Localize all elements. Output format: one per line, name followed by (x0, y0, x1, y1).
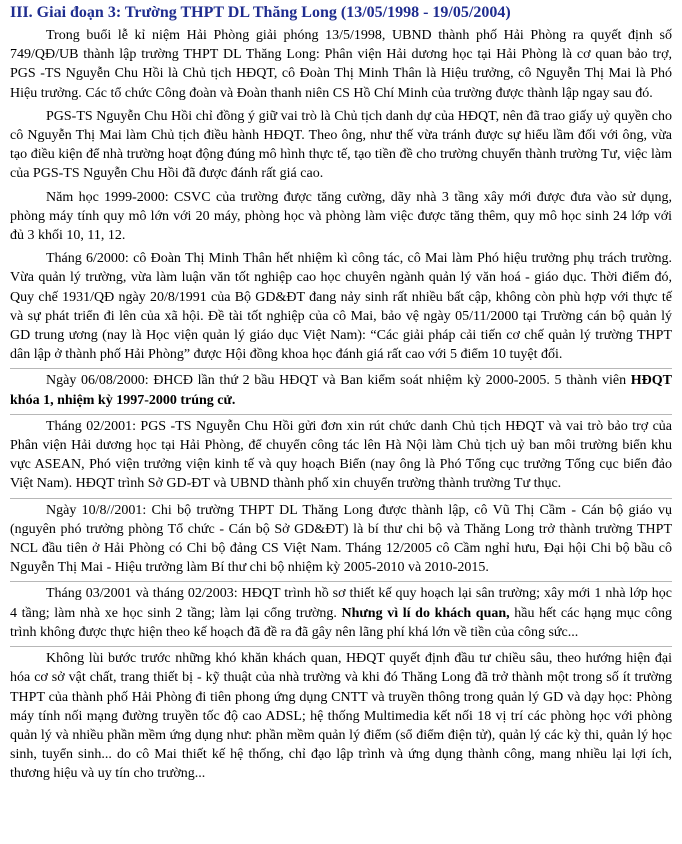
paragraph-text: PGS-TS Nguyễn Chu Hồi chỉ đồng ý giữ vai trò là Chủ tịch danh dự của HĐQT, nên đã trao giấy uỷ quyền cho cô Nguyễn Thị Mai làm Chủ tịch điều hành HĐQT. Theo ông, như thế vừa tránh được sự hiểu lầm đối với ông, vừa tạo điều kiện để nhà trường hoạt động đúng mô hình thực tế, tạo tiền đề cho trường chuyển thành trường Tư, việc làm của PGS-TS Nguyễn Chu Hồi đã được đánh rất giá cao. (10, 108, 672, 182)
paragraph-1 (10, 26, 672, 103)
paragraph-text: Trong buổi lễ kỉ niệm Hải Phòng giải phóng 13/5/1998, UBND thành phố Hải Phòng ra quyết định số 749/QĐ/UB thành lập trường THPT DL Thăng Long: Phân viện Hải dương học tại Hải Phòng là cơ quan bảo trợ, PGS -TS Nguyễn Chu Hồi là Chủ tịch HĐQT, cô Đoàn Thị Minh Thân là Hiệu trưởng, cô Nguyễn Thị Mai là Phó Hiệu trưởng. Các tổ chức Công đoàn và Đoàn thanh niên CS Hồ Chí Minh của trường được thành lập ngay sau đó. (10, 28, 672, 101)
paragraph-text: Tháng 02/2001: PGS -TS Nguyễn Chu Hồi gửi đơn xin rút chức danh Chủ tịch HĐQT và vai trò bảo trợ của Phân viện Hải dương học tại Hải Phòng, để chuyển công tác lên Hà Nội làm Chủ tịch uỷ ban môi trường biển khu vực ASEAN, Phó viện trưởng viện kinh tế và quy hoạch Biển (nay ông là Phó Tổng cục trưởng Tổng cục biển đảo Việt Nam). HĐQT trình Sở GD-ĐT và UBND thành phố xin chuyển trường thành trường Tư thục. (10, 418, 672, 492)
paragraph-text: Năm học 1999-2000: CSVC của trường được tăng cường, dãy nhà 3 tầng xây mới được đưa vào sử dụng, phòng máy tính quy mô lớn với 20 máy, phòng học và phòng làm việc được tăng thêm, quy mô học sinh 24 lớp với đủ 3 khối 10, 11, 12. (10, 189, 672, 244)
paragraph-4 (10, 249, 672, 364)
paragraph-9 (10, 646, 672, 783)
paragraph-text: Ngày 10/8//2001: Chi bộ trường THPT DL Thăng Long được thành lập, cô Vũ Thị Cầm - Cán bộ giáo vụ (nguyên phó trưởng phòng Tổ chức - Cán bộ Sở GD&ĐT) là bí thư chi bộ và Thăng Long trở thành trường THPT NCL đầu tiên ở Hải Phòng có Chi bộ đảng CS Việt Nam. Tháng 12/2005 cô Cầm nghỉ hưu, Đại hội Chi bộ bầu cô Nguyễn Thị Mai - Hiệu trưởng làm Bí thư chi bộ nhiệm kỳ 2005-2010 và 2010-2015. (10, 502, 672, 576)
paragraph-text: Tháng 03/2001 và tháng 02/2003: HĐQT trình hồ sơ thiết kế quy hoạch lại sân trường; xây mới 1 nhà lớp học 4 tầng; làm nhà xe học sinh 2 tầng; làm lại cổng trường. (10, 586, 672, 621)
paragraph-2 (10, 107, 672, 184)
paragraph-8 (10, 581, 672, 642)
paragraph-text-after: hầu hết các hạng mục công trình không được thực hiện theo kế hoạch đã đề ra đã gây nên lãng phí khá lớn về tiền của công sức... (10, 605, 672, 640)
section-heading: III. Giai đoạn 3: Trường THPT DL Thăng Long (13/05/1998 - 19/05/2004) (10, 4, 511, 21)
paragraph-text: Ngày 06/08/2000: ĐHCĐ lần thứ 2 bầu HĐQT và Ban kiểm soát nhiệm kỳ 2000-2005. 5 thành viên (46, 373, 631, 389)
paragraph-text: Không lùi bước trước những khó khăn khách quan, HĐQT quyết định đầu tư chiều sâu, theo hướng hiện đại hóa cơ sở vật chất, trang thiết bị - kỹ thuật của nhà trường và khi đó Thăng Long đã trở thành một trong số ít trường THPT của thành phố Hải Phòng đi tiên phong ứng dụng CNTT và truyền thông trong quản lý GD và dạy học: Phòng máy tính nối mạng đường truyền tốc độ cao ADSL; hệ thống Multimedia kết nối 18 vị trí các phòng học với phòng quản lý và nhiều phần mềm ứng dụng như: phần mềm quản lý điểm (sổ điểm điện tử), quản lý các kỳ thi, quản lý học sinh, tuyển sinh... do cô Mai thiết kế hệ thống, chỉ đạo lập trình và ứng dụng thành công, mang nhiều lại lợi ích, thương hiệu và uy tín cho trường... (10, 651, 672, 782)
paragraph-5 (10, 368, 672, 409)
paragraph-6 (10, 414, 672, 494)
paragraph-text: Tháng 6/2000: cô Đoàn Thị Minh Thân hết nhiệm kì công tác, cô Mai làm Phó hiệu trưởng phụ trách trường. Vừa quản lý trường, vừa làm luận văn tốt nghiệp cao học chuyên ngành quản lý văn hoá - giáo dục. Thời điểm đó, Quy chế 1931/QĐ ngày 20/8/1991 của Bộ GD&ĐT đang nảy sinh rất nhiều bất cập, không còn phù hợp với thực tế và sự phát triển đi lên của xã hội. Đề tài tốt nghiệp của cô Mai, bảo vệ ngày 05/11/2000 tại Trường cán bộ quản lý GD trung ương (nay là Học viện quản lý giáo dục Việt Nam): “Các giải pháp cải tiến cơ chế quản lý trường THPT dân lập ở thành phố Hải Phòng” được Hội đồng khoa học đánh giá rất cao với 5 điểm 10 tuyệt đối. (10, 251, 672, 363)
paragraph-bold-text: HĐQT khóa 1, nhiệm kỳ 1997-2000 trúng cử. (10, 373, 672, 408)
paragraph-3 (10, 188, 672, 246)
paragraph-7 (10, 498, 672, 578)
paragraph-bold-text: Nhưng vì lí do khách quan, (341, 605, 510, 621)
